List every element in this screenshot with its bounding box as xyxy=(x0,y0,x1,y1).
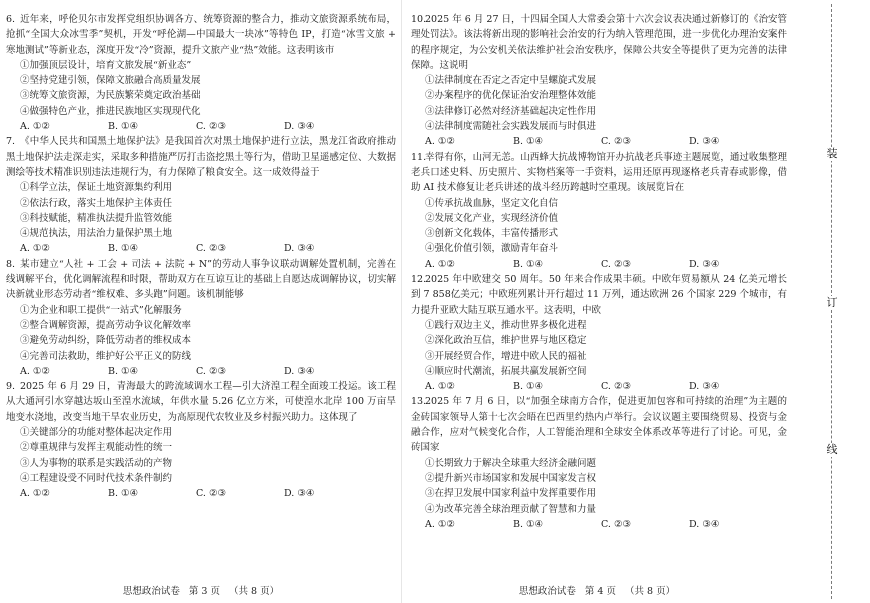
question-option: ③避免劳动纠纷，降低劳动者的维权成本 xyxy=(20,335,192,347)
answer-choice: C. ②③ xyxy=(196,488,227,500)
question-list xyxy=(6,12,396,502)
question-stem xyxy=(6,12,396,58)
answer-choice: B. ①④ xyxy=(108,121,139,133)
question-number: 12. xyxy=(411,274,427,286)
question-option: ②提升新兴市场国家和发展中国家发言权 xyxy=(425,472,597,484)
question-stem xyxy=(411,272,787,318)
answer-choice: B. ①④ xyxy=(513,518,544,530)
question-option: ②办案程序的优化保证治安治理整体效能 xyxy=(425,90,597,102)
question-option: ③开展经贸合作，增进中欧人民的福祉 xyxy=(425,350,587,362)
question-stem xyxy=(6,379,396,425)
footer-title: 思想政治试卷 xyxy=(518,586,576,597)
question xyxy=(411,12,787,150)
answer-choice: B. ①④ xyxy=(108,365,139,377)
answer-choice: B. ①④ xyxy=(513,381,544,393)
question xyxy=(411,394,787,532)
answer-choice: D. ③④ xyxy=(284,488,315,500)
question-option: ③在捍卫发展中国家利益中发挥重要作用 xyxy=(425,488,597,500)
question-text: 幸得有你，山河无恙。山西蜂大抗战博物馆开办抗战老兵事迹主题展览，通过收集整理老兵口述史料、历史照片、实物档案等一手资料，运用还原再现逐格老兵青春或影像，借助 AI 技术修复让老兵讲述的战斗经历跨越时空重现。该展览旨在 xyxy=(411,151,787,194)
answer-choice: D. ③④ xyxy=(689,518,720,530)
footer-title: 思想政治试卷 xyxy=(122,586,180,597)
question-option: ④强化价值引领，激励青年奋斗 xyxy=(425,243,559,255)
answer-choice: A. ①② xyxy=(20,488,50,500)
question-option: ④顺应时代潮流，拓展共赢发展新空间 xyxy=(425,365,587,377)
answer-choice: B. ①④ xyxy=(108,488,139,500)
question-option: ①为企业和职工提供“一站式”化解服务 xyxy=(20,304,182,316)
question-text: 2025 年中欧建交 50 周年。50 年来合作成果丰硕。中欧年贸易额从 24 亿美元增长到 7 858亿美元；中欧班列累计开行超过 11 万列，通达欧洲 26 个国家 229 个城市，有力提升亚欧大陆互联互通水平。这表明，中欧 xyxy=(411,274,787,316)
question-number: 7. xyxy=(6,136,16,148)
question-option: ①传承抗战血脉，坚定文化自信 xyxy=(425,197,559,209)
footer-total-pages: （共 8 页） xyxy=(625,586,676,597)
question-option: ②发展文化产业，实现经济价值 xyxy=(425,212,559,224)
question xyxy=(411,150,787,272)
question-text: 2025 年 6 月 29 日，青海最大的跨流域调水工程—引大济湟工程全面竣工投运。该工程从大通河引水穿越达坂山至湟水流域，年供水量 5.26 亿立方米，可使湟水北岸 100 万亩旱地变水浇地，改变当地干旱农业历史，为高原现代农牧业及乡村振兴助力。这体现了 xyxy=(6,381,396,423)
question-option: ③创新文化载体，丰富传播形式 xyxy=(425,228,559,240)
answer-choice: D. ③④ xyxy=(689,258,720,270)
answer-choice: C. ②③ xyxy=(196,365,227,377)
question-option: ③科技赋能，精准执法提升监管效能 xyxy=(20,212,173,224)
answer-choices xyxy=(411,257,787,272)
question-stem xyxy=(411,394,787,455)
answer-choice: C. ②③ xyxy=(601,381,632,393)
answer-choice: D. ③④ xyxy=(284,121,315,133)
answer-choices xyxy=(6,119,396,134)
answer-choices xyxy=(411,517,787,532)
answer-choice: A. ①② xyxy=(425,136,455,148)
question-option: ③法律修订必然对经济基础起决定性作用 xyxy=(425,105,597,117)
question-stem xyxy=(411,150,787,196)
question-option: ②整合调解资源，提高劳动争议化解效率 xyxy=(20,319,192,331)
answer-choice: A. ①② xyxy=(425,518,455,530)
question-number: 13. xyxy=(411,396,427,408)
question-option: ②依法行政，落实土地保护主体责任 xyxy=(20,197,173,209)
question-text: 《中华人民共和国黑土地保护法》是我国首次对黑土地保护进行立法，黑龙江省政府推动黑土地保护法走深走实，采取多种措施严厉打击盗挖黑土等行为，借助卫星遥感定位、大数据测绘等技术精准识别违法违规行为，有力保障了粮食安全。这一成效得益于 xyxy=(6,136,396,178)
question-option: ④做强特色产业，推进民族地区实现现代化 xyxy=(20,105,201,117)
exam-page-3 xyxy=(0,0,402,603)
question-number: 6. xyxy=(6,14,16,25)
question-option: ④法律制度需随社会实践发展而与时俱进 xyxy=(425,121,597,133)
question-text: 2025 年 7 月 6 日，以“加强全球南方合作，促进更加包容和可持续的治理”为主题的金砖国家领导人第十七次会晤在巴西里约热内卢举行。会议议题主要围绕贸易、投资与金融合作，应对气候变化合作，人工智能治理和全球安全体系改革等进行了讨论。可见，金砖国家 xyxy=(411,396,787,454)
question xyxy=(6,379,396,501)
answer-choice: C. ②③ xyxy=(196,121,227,133)
exam-page-4 xyxy=(403,0,791,603)
question-option: ①践行双边主义，推动世界多极化进程 xyxy=(425,319,587,331)
question-option: ②尊重规律与发挥主观能动性的统一 xyxy=(20,442,173,454)
question-option: ④完善司法救助，维护好公平正义的防线 xyxy=(20,350,192,362)
question-text: 近年来，呼伦贝尔市发挥党组织协调各方、统筹资源的整合力，推动文旅资源系统布局，抢抓“全国大众冰雪季”契机，开发“呼伦湖—中国最大一块冰”等特色 IP，打造“冰雪文旅 + 寒地测试”等新业态，深度开发“冷”资源，提升文旅产业“热”效能。这表明该市 xyxy=(6,14,396,56)
question xyxy=(411,272,787,394)
question-option: ④规范执法，用法治力量保护黑土地 xyxy=(20,228,173,240)
page-divider xyxy=(401,0,402,603)
answer-choice: A. ①② xyxy=(20,365,50,377)
question-option: ④为改革完善全球治理贡献了智慧和力量 xyxy=(425,503,597,515)
footer-page-number: 第 3 页 xyxy=(188,586,220,597)
footer-page-number: 第 4 页 xyxy=(584,586,616,597)
answer-choice: B. ①④ xyxy=(513,136,544,148)
answer-choices xyxy=(6,486,396,501)
answer-choices xyxy=(411,134,787,149)
answer-choices xyxy=(6,241,396,256)
answer-choice: C. ②③ xyxy=(601,258,632,270)
answer-choice: D. ③④ xyxy=(284,243,315,255)
answer-choices xyxy=(6,364,396,379)
question-option: ①法律制度在否定之否定中呈螺旋式发展 xyxy=(425,75,597,87)
page-footer xyxy=(403,583,791,597)
question-stem xyxy=(6,134,396,180)
question-option: ④工程建设受不同时代技术条件制约 xyxy=(20,472,173,484)
answer-choice: A. ①② xyxy=(425,381,455,393)
question-option: ③人为事物的联系是实践活动的产物 xyxy=(20,457,173,469)
question-number: 10. xyxy=(411,14,427,25)
question-option: ③统筹文旅资源，为民族繁荣奠定政治基础 xyxy=(20,90,201,102)
question-option: ①科学立法，保证土地资源集约利用 xyxy=(20,182,173,194)
answer-choice: A. ①② xyxy=(425,258,455,270)
question xyxy=(6,12,396,134)
answer-choice: C. ②③ xyxy=(196,243,227,255)
binding-line xyxy=(791,0,870,603)
question-option: ①关键部分的功能对整体起决定作用 xyxy=(20,427,173,439)
question xyxy=(6,134,396,256)
answer-choice: D. ③④ xyxy=(689,136,720,148)
question-list xyxy=(411,12,787,532)
question-number: 11. xyxy=(411,151,427,163)
answer-choice: A. ①② xyxy=(20,121,50,133)
answer-choice: B. ①④ xyxy=(513,258,544,270)
answer-choice: D. ③④ xyxy=(689,381,720,393)
question-stem xyxy=(411,12,787,73)
question-option: ②深化政治互信，维护世界与地区稳定 xyxy=(425,335,587,347)
page-footer xyxy=(0,583,402,597)
question-text: 某市建立“人社 + 工会 + 司法 + 法院 + N”的劳动人事争议联动调解处置机制，完善在线调解平台，优化调解流程和时限，帮助双方在互谅互让的基础上自愿达成调解协议，切实解决新就业形态劳动者“维权难、多头跑”问题。该机制能够 xyxy=(6,258,396,301)
question-number: 9. xyxy=(6,381,16,393)
answer-choice: C. ②③ xyxy=(601,136,632,148)
binding-mark-zhuang: 装 xyxy=(826,147,838,160)
answer-choices xyxy=(411,379,787,394)
footer-total-pages: （共 8 页） xyxy=(229,586,280,597)
answer-choice: D. ③④ xyxy=(284,365,315,377)
binding-mark-xian: 线 xyxy=(826,443,838,456)
question-number: 8. xyxy=(6,258,16,270)
question-stem xyxy=(6,257,396,303)
answer-choice: A. ①② xyxy=(20,243,50,255)
question-option: ②坚持党建引领，保障文旅融合高质量发展 xyxy=(20,75,201,87)
answer-choice: B. ①④ xyxy=(108,243,139,255)
answer-choice: C. ②③ xyxy=(601,518,632,530)
question-option: ①加强顶层设计，培育文旅发展“新业态” xyxy=(20,59,192,71)
question-option: ①长期致力于解决全球重大经济金融问题 xyxy=(425,457,597,469)
question-text: 2025 年 6 月 27 日，十四届全国人大常委会第十六次会议表决通过新修订的《治安管理处罚法》。该法将新出现的影响社会治安的行为纳入管理范围，进一步优化办理治安案件的程序规定，为公安机关依法维护社会治安秩序，保障公共安全等提供了更为完善的法律保障。这说明 xyxy=(411,14,787,71)
question xyxy=(6,257,396,379)
binding-mark-ding: 订 xyxy=(826,296,838,309)
